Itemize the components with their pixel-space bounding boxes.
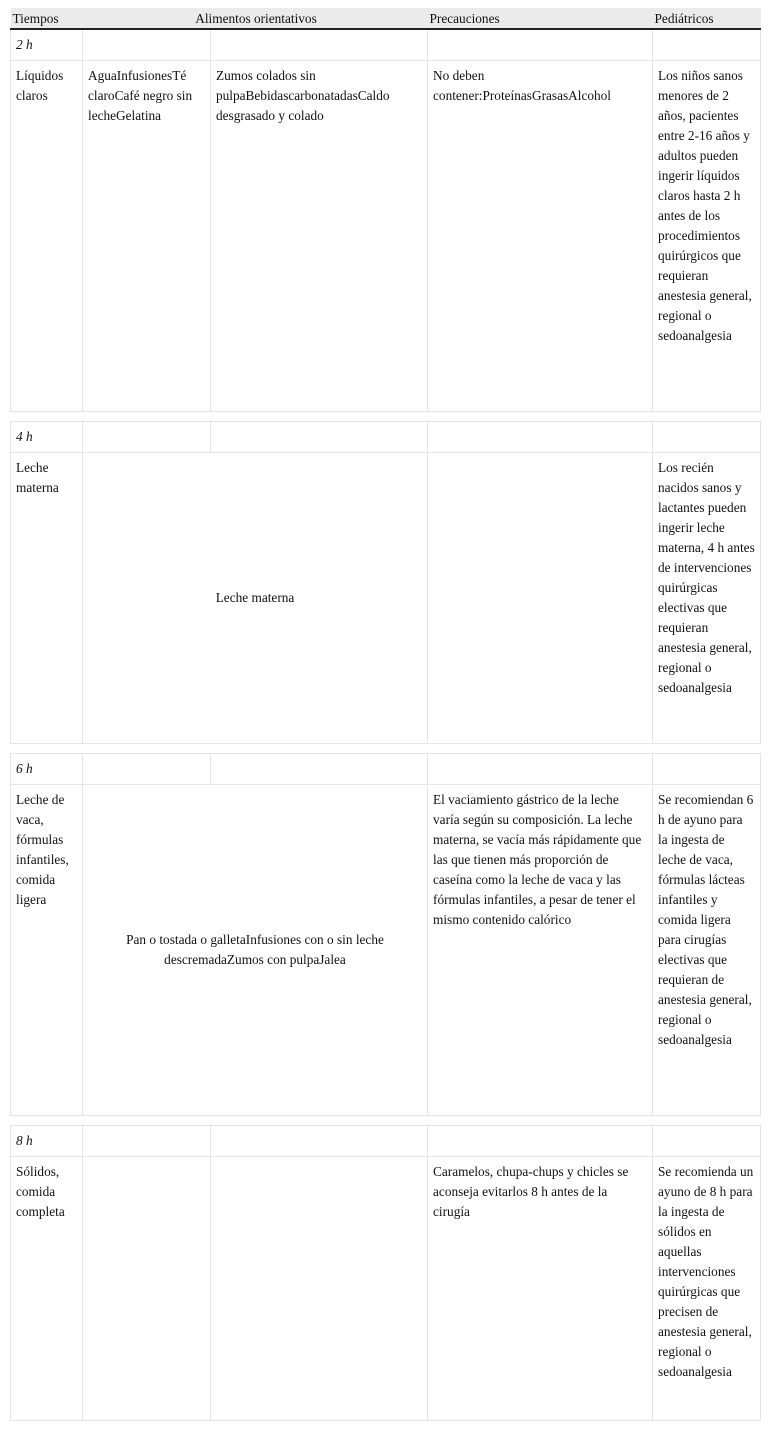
- empty-cell: [653, 29, 761, 61]
- header-alimentos: Alimentos orientativos: [83, 8, 428, 29]
- empty-cell: [653, 1126, 761, 1157]
- category-cell: Líquidos claros: [11, 61, 83, 412]
- pediatric-cell: Se recomienda un ayuno de 8 h para la ingesta de sólidos en aquellas intervenciones quirúrgicas que precisen de anestesia general, regional o sedoanalgesia: [653, 1157, 761, 1421]
- time-row-4h: [11, 422, 761, 453]
- empty-cell: [428, 1126, 653, 1157]
- empty-cell: [653, 754, 761, 785]
- precautions-cell: No deben contener:ProteínasGrasasAlcohol: [428, 61, 653, 412]
- header-tiempos: Tiempos: [11, 8, 83, 29]
- fasting-guidelines-table: [10, 8, 761, 1421]
- time-row-2h: [11, 29, 761, 61]
- header-pediatricos: Pediátricos: [653, 8, 761, 29]
- empty-cell: [428, 754, 653, 785]
- table-row: [11, 453, 761, 744]
- foods-cell: [83, 1157, 211, 1421]
- time-row-8h: [11, 1126, 761, 1157]
- empty-cell: [653, 422, 761, 453]
- time-label: 4 h: [11, 422, 83, 453]
- table-header: [11, 8, 761, 29]
- empty-cell: [211, 1126, 428, 1157]
- header-precauciones: Precauciones: [428, 8, 653, 29]
- empty-cell: [83, 1126, 211, 1157]
- precautions-cell: [428, 453, 653, 744]
- spacer-row: [11, 1116, 761, 1126]
- precautions-cell: Caramelos, chupa-chups y chicles se aconseja evitarlos 8 h antes de la cirugía: [428, 1157, 653, 1421]
- time-row-6h: [11, 754, 761, 785]
- pediatric-cell: Los recién nacidos sanos y lactantes pueden ingerir leche materna, 4 h antes de intervenciones quirúrgicas electivas que requieran anestesia general, regional o sedoanalgesia: [653, 453, 761, 744]
- category-cell: Leche materna: [11, 453, 83, 744]
- empty-cell: [83, 754, 211, 785]
- empty-cell: [211, 29, 428, 61]
- empty-cell: [83, 422, 211, 453]
- time-label: 2 h: [11, 29, 83, 61]
- empty-cell: [428, 422, 653, 453]
- category-cell: Sólidos, comida completa: [11, 1157, 83, 1421]
- precautions-cell: El vaciamiento gástrico de la leche varía según su composición. La leche materna, se vacía más rápidamente que las que tienen más proporción de caseína como la leche de vaca y las fórmulas infantiles, a pesar de tener el mismo contenido calórico: [428, 785, 653, 1116]
- pediatric-cell: Los niños sanos menores de 2 años, pacientes entre 2-16 años y adultos pueden ingerir líquidos claros hasta 2 h antes de los procedimientos quirúrgicos que requieran anestesia general, regional o sedoanalgesia: [653, 61, 761, 412]
- foods-cell: AguaInfusionesTé claroCafé negro sin lecheGelatina: [83, 61, 211, 412]
- table-row: [11, 61, 761, 412]
- category-cell: Leche de vaca, fórmulas infantiles, comida ligera: [11, 785, 83, 1116]
- foods-cell: Pan o tostada o galletaInfusiones con o sin leche descremadaZumos con pulpaJalea: [83, 785, 428, 1116]
- spacer-row: [11, 744, 761, 754]
- empty-cell: [428, 29, 653, 61]
- time-label: 6 h: [11, 754, 83, 785]
- table-row: [11, 1157, 761, 1421]
- table-row: [11, 785, 761, 1116]
- spacer-row: [11, 412, 761, 422]
- pediatric-cell: Se recomiendan 6 h de ayuno para la ingesta de leche de vaca, fórmulas lácteas infantiles y comida ligera para cirugías electivas que requieran de anestesia general, regional o sedoanalgesia: [653, 785, 761, 1116]
- empty-cell: [211, 422, 428, 453]
- empty-cell: [211, 754, 428, 785]
- foods-cell: Leche materna: [83, 453, 428, 744]
- empty-cell: [83, 29, 211, 61]
- time-label: 8 h: [11, 1126, 83, 1157]
- foods-cell: [211, 1157, 428, 1421]
- foods-cell: Zumos colados sin pulpaBebidascarbonatadasCaldo desgrasado y colado: [211, 61, 428, 412]
